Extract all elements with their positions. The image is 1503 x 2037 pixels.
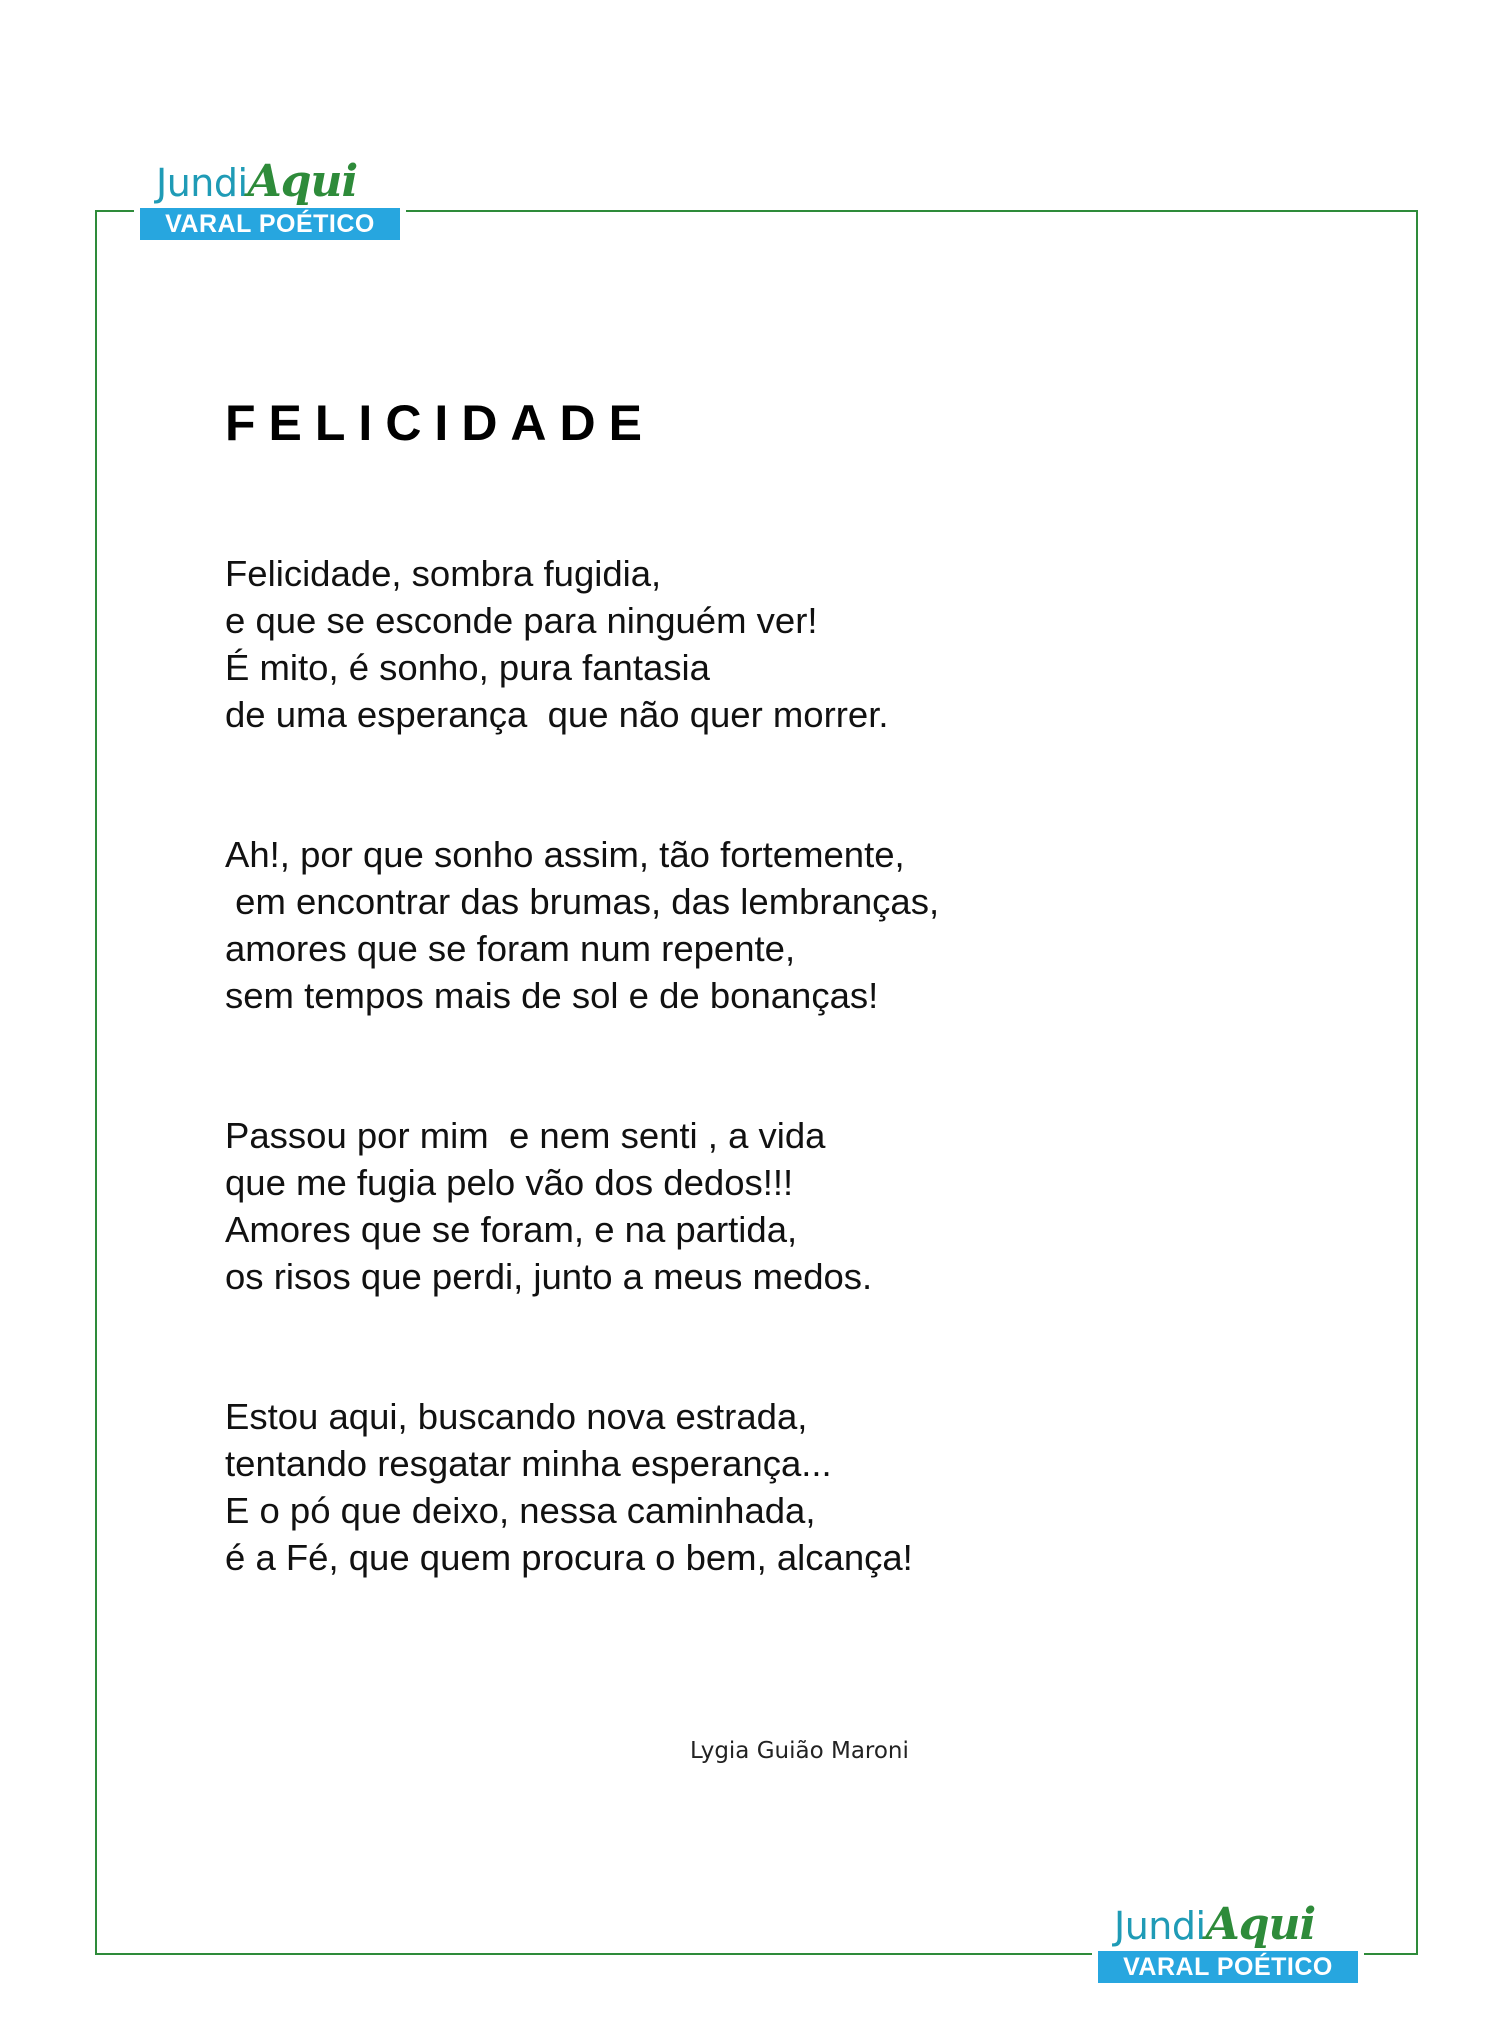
brand-word-jundi: Jundi: [156, 161, 248, 205]
poem-stanza-2: [225, 831, 939, 1019]
brand-word-aqui: Aqui: [247, 156, 358, 207]
poem-line: Estou aqui, buscando nova estrada,: [225, 1396, 808, 1437]
poem-line: e que se esconde para ninguém ver!: [225, 600, 818, 641]
poem-line: em encontrar das brumas, das lembranças,: [225, 881, 940, 922]
brand-logo-top: [134, 156, 406, 240]
poem-line: tentando resgatar minha esperança...: [225, 1443, 832, 1484]
poem-line: que me fugia pelo vão dos dedos!!!: [225, 1162, 794, 1203]
poem-line: Ah!, por que sonho assim, tão fortemente,: [225, 834, 905, 875]
poem-stanza-3: [225, 1112, 872, 1300]
poem-line: Amores que se foram, e na partida,: [225, 1209, 798, 1250]
poem-line: E o pó que deixo, nessa caminhada,: [225, 1490, 816, 1531]
poem-line: sem tempos mais de sol e de bonanças!: [225, 975, 879, 1016]
poem-stanza-1: [225, 550, 889, 738]
brand-logo-bottom: [1092, 1899, 1364, 1983]
page-frame: [95, 210, 1418, 1955]
brand-band-label: VARAL POÉTICO: [1098, 1951, 1358, 1983]
brand-word-jundi: Jundi: [1114, 1904, 1206, 1948]
poem-line: é a Fé, que quem procura o bem, alcança!: [225, 1537, 913, 1578]
poem-line: Felicidade, sombra fugidia,: [225, 553, 662, 594]
brand-wordmark: [140, 156, 400, 207]
poem-line: de uma esperança que não quer morrer.: [225, 694, 889, 735]
poem-line: os risos que perdi, junto a meus medos.: [225, 1256, 873, 1297]
poem-line: Passou por mim e nem senti , a vida: [225, 1115, 826, 1156]
poem-line: É mito, é sonho, pura fantasia: [225, 647, 710, 688]
brand-wordmark: [1098, 1899, 1358, 1950]
poem-author: Lygia Guião Maroni: [690, 1738, 909, 1764]
poem-line: amores que se foram num repente,: [225, 928, 796, 969]
brand-word-aqui: Aqui: [1205, 1899, 1316, 1950]
brand-band-label: VARAL POÉTICO: [140, 208, 400, 240]
poem-title: FELICIDADE: [225, 395, 655, 451]
poem-stanza-4: [225, 1393, 913, 1581]
